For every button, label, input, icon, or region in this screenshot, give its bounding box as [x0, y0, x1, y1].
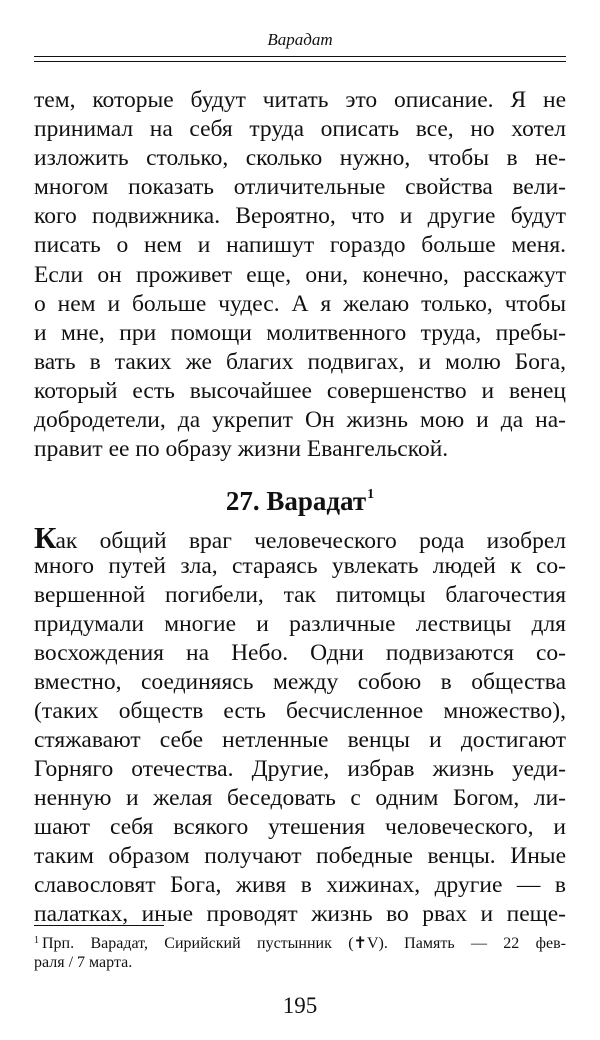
text-line: славословят Бога, живя в хижинах, другие — в [34, 872, 566, 898]
text-line: и мне, при помощи молитвенного труда, пребы- [34, 319, 566, 346]
text-line: Если он проживет еще, они, конечно, расскажут [34, 261, 566, 288]
text-line: изложить столько, сколько нужно, чтобы в не- [34, 145, 566, 172]
text-line-first [34, 520, 566, 555]
footnote [34, 930, 566, 974]
text-line: вершенной погибели, так питомцы благочестия [34, 582, 566, 608]
footnote-reference: 1 [367, 487, 375, 502]
text-line: кого подвижника. Вероятно, что и другие будут [34, 203, 566, 230]
footnote-line [34, 930, 566, 952]
text-line: который есть высочайшее совершенство и венец [34, 377, 566, 404]
page-number: 195 [282, 993, 318, 1018]
text-line: вместно, соединяясь между собою в общества [34, 669, 566, 695]
header-rule-upper [34, 56, 566, 57]
header-rule-lower [34, 61, 566, 62]
text-line: палатках, иные проводят жизнь во рвах и пеще- [34, 901, 566, 927]
chapter-title [34, 478, 566, 518]
text-line: придумали многие и различные лествицы для [34, 611, 566, 637]
text-line: принимал на себя труда описать все, но хотел [34, 116, 566, 143]
text-line: стяжавают себе нетленные венцы и достигают [34, 727, 566, 753]
text-line: тем, которые будут читать это описание. Я не [34, 87, 566, 113]
chapter-paragraph [34, 520, 566, 929]
text-line: много путей зла, стараясь увлекать людей к со- [34, 553, 566, 579]
text-line: о нем и больше чудес. А я желаю только, чтобы [34, 290, 566, 317]
running-header: Варадат [267, 30, 333, 49]
text-line: (таких обществ есть бесчисленное множество), [34, 698, 566, 724]
text-line: ненную и желая беседовать с одним Богом, ли- [34, 785, 566, 811]
text-line: таким образом получают победные венцы. Иные [34, 843, 566, 869]
text-line: Горняго отечества. Другие, избрав жизнь уеди- [34, 756, 566, 782]
text-line: восхождения на Небо. Одни подвизаются со- [34, 640, 566, 666]
footnote-mark: 1 [34, 935, 39, 946]
first-line-text: ак общий враг человеческого рода изобрел [55, 528, 566, 554]
paragraph-continuation [34, 86, 566, 464]
text-line: писать о нем и напишут гораздо больше меня. [34, 232, 566, 259]
chapter-title-text: 27. Варадат [225, 486, 367, 516]
initial-letter: К [34, 520, 56, 555]
text-line: правит ее по образу жизни Евангельской. [34, 436, 449, 463]
text-line: добродетели, да укрепит Он жизнь мою и да на- [34, 407, 566, 434]
text-line: вать в таких же благих подвигах, и молю Бога, [34, 348, 566, 375]
footnote-line: раля / 7 марта. [34, 954, 133, 971]
text-line: шают себя всякого утешения человеческого, и [34, 814, 566, 840]
text-line: многом показать отличительные свойства вели- [34, 174, 566, 201]
footnote-rule [34, 925, 164, 926]
footnote-text: Прп. Варадат, Сирийский пустынник (✝V). Память — 22 фев- [42, 935, 566, 952]
